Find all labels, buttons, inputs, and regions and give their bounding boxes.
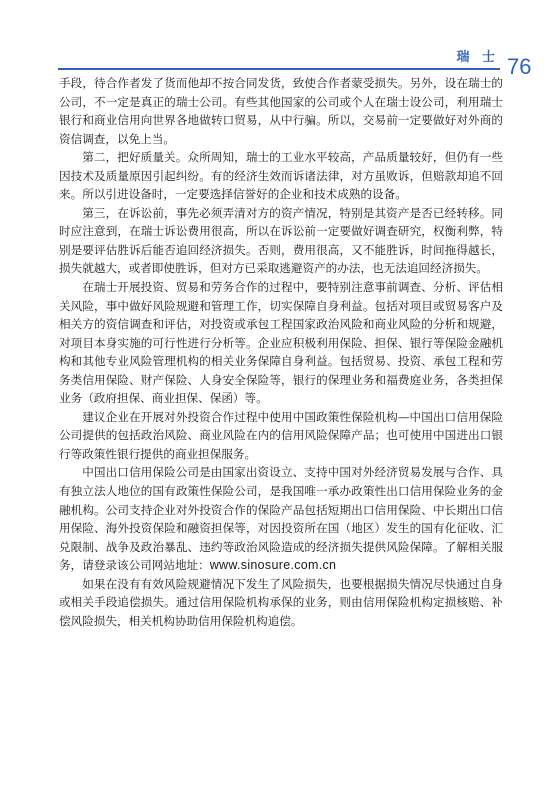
running-header-title: 瑞 士 xyxy=(456,50,499,65)
paragraph-recovery: 如果在没有有效风险规避情况下发生了风险损失，也要根据损失情况尽快通过自身或相关手段追偿损失。通过信用保险机构承保的业务，则由信用保险机构定损核赔、补偿风险损失，相关机构协助信用保险机构追偿。 xyxy=(59,576,503,628)
paragraph-litigation: 第三，在诉讼前，事先必须弄清对方的资产情况，特别是其资产是否已经转移。同时应注意到，在瑞士诉讼费用很高，所以在诉讼前一定要做好调查研究，权衡利弊，特别是要评估胜诉后能否追回经济损失。否则，费用很高，又不能胜诉，时间拖得越长，损失就越大，或者即使胜诉，但对方已采取逃避资产的办法，也无法追回经济损失。 xyxy=(59,205,503,276)
website-link[interactable]: www.sinosure.com.cn xyxy=(209,558,337,573)
paragraph-recommendation: 建议企业在开展对外投资合作过程中使用中国政策性保险机构—中国出口信用保险公司提供的包括政治风险、商业风险在内的信用风险保障产品；也可使用中国进出口银行等政策性银行提供的商业担保服务。 xyxy=(59,409,503,461)
page-header xyxy=(0,0,559,80)
paragraph-continuation: 手段，待合作者发了货而他却不按合同发货，致使合作者蒙受损失。另外，设在瑞士的公司，不一定是真正的瑞士公司。有些其他国家的公司或个人在瑞士设公司，利用瑞士银行和商业信用向世界各地做转口贸易，从中行骗。所以，交易前一定要做好对外商的资信调查，以免上当。 xyxy=(59,76,503,146)
body-text xyxy=(59,74,503,630)
header-divider xyxy=(58,68,500,70)
paragraph-risk-management: 在瑞士开展投资、贸易和劳务合作的过程中，要特别注意事前调查、分析、评估相关风险，事中做好风险规避和管理工作，切实保障自身利益。包括对项目或贸易客户及相关方的资信调查和评估，对投资或承包工程国家政治风险和商业风险的分析和规避，对项目本身实施的可行性进行分析等。企业应积极利用保险、担保、银行等保险金融机构和其他专业风险管理机构的相关业务保障自身利益。包括贸易、投资、承包工程和劳务类信用保险、财产保险、人身安全保险等，银行的保理业务和福费庭业务，各类担保业务（政府担保、商业担保、保函）等。 xyxy=(59,280,503,406)
page-number: 76 xyxy=(507,54,532,79)
paragraph-sinosure xyxy=(59,463,503,574)
sinosure-text: 中国出口信用保险公司是由国家出资设立、支持中国对外经济贸易发展与合作、具有独立法人地位的国有政策性保险公司，是我国唯一承办政策性出口信用保险业务的金融机构。公司支持企业对外投资合作的保险产品包括短期出口信用保险、中长期出口信用保险、海外投资保险和融资担保等，对因投资所在国（地区）发生的国有化征收、汇兑限制、战争及政治暴乱、违约等政治风险造成的经济损失提供风险保障。了解相关服务，请登录该公司网站地址： xyxy=(59,465,503,573)
paragraph-quality: 第二，把好质量关。众所周知，瑞士的工业水平较高，产品质量较好，但仍有一些因技术及质量原因引起纠纷。有的经济生效而诉诸法律，对方虽败诉，但赔款却追不回来。所以引进设备时，一定要选择信誉好的企业和技术成熟的设备。 xyxy=(59,150,503,202)
